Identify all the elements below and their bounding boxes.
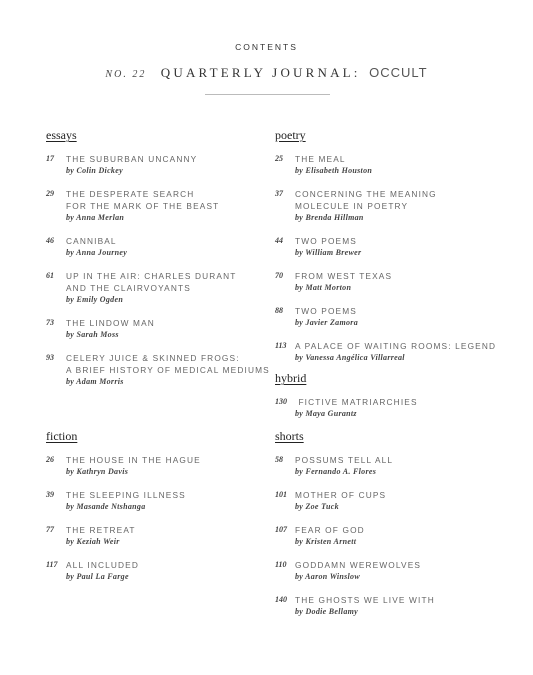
toc-entry[interactable] <box>275 396 505 420</box>
entry-title-block <box>295 396 418 408</box>
toc-entry-row <box>46 153 276 165</box>
entry-author: by Brenda Hillman <box>295 213 364 222</box>
entry-title-block <box>66 489 186 501</box>
page-number: 39 <box>46 490 54 499</box>
entry-title-block <box>66 524 136 536</box>
section-fiction <box>46 429 276 594</box>
toc-entry[interactable] <box>275 454 505 478</box>
contents-label: CONTENTS <box>235 42 298 52</box>
toc-entry-row <box>275 454 505 466</box>
toc-entry-row <box>46 454 276 466</box>
entry-title: AND THE CLAIRVOYANTS <box>66 283 191 293</box>
entry-title: THE GHOSTS WE LIVE WITH <box>295 595 435 605</box>
section-essays <box>46 128 276 399</box>
page-number: 46 <box>46 236 54 245</box>
toc-entry[interactable] <box>46 559 276 583</box>
page-number: 93 <box>46 353 54 362</box>
entry-title-block <box>66 153 197 165</box>
entry-title-block <box>295 270 392 282</box>
toc-entry[interactable] <box>46 489 276 513</box>
entry-title: FICTIVE MATRIARCHIES <box>295 397 418 407</box>
page-number: 110 <box>275 560 287 569</box>
entry-title: THE LINDOW MAN <box>66 318 155 328</box>
toc-entry[interactable] <box>46 454 276 478</box>
toc-entry[interactable] <box>275 524 505 548</box>
page-number: 44 <box>275 236 283 245</box>
entry-author: by Maya Gurantz <box>295 409 357 418</box>
entry-title-block <box>295 340 496 352</box>
toc-entry[interactable] <box>275 188 505 224</box>
page-number: 107 <box>275 525 287 534</box>
page-number: 26 <box>46 455 54 464</box>
toc-entry[interactable] <box>275 489 505 513</box>
entry-author: by Kristen Arnett <box>295 537 357 546</box>
section-heading: hybrid <box>275 371 307 385</box>
entry-title: MOTHER OF CUPS <box>295 490 387 500</box>
page-number: 101 <box>275 490 287 499</box>
entry-author: by Colin Dickey <box>66 166 123 175</box>
entry-author: by Anna Journey <box>66 248 128 257</box>
entry-title-block <box>295 153 346 165</box>
toc-entry[interactable] <box>275 270 505 294</box>
entry-author: by Javier Zamora <box>295 318 359 327</box>
toc-entry[interactable] <box>46 317 276 341</box>
journal-title-line <box>0 64 533 82</box>
toc-entry[interactable] <box>275 340 505 364</box>
entry-author: by Paul La Farge <box>66 572 129 581</box>
toc-entry-row <box>46 270 276 294</box>
entry-title: TWO POEMS <box>295 236 357 246</box>
entry-author: by Aaron Winslow <box>295 572 360 581</box>
section-shorts <box>275 429 505 629</box>
page-number: 17 <box>46 154 54 163</box>
page-number: 117 <box>46 560 58 569</box>
toc-entry-row <box>46 188 276 212</box>
entry-title-block <box>66 317 155 329</box>
toc-entry[interactable] <box>275 235 505 259</box>
entry-author: by Kathryn Davis <box>66 467 129 476</box>
entry-title-block <box>295 489 386 501</box>
page-number: 113 <box>275 341 287 350</box>
entry-title-block <box>295 524 365 536</box>
toc-entry-row <box>46 352 276 376</box>
entry-title: MOLECULE IN POETRY <box>295 201 409 211</box>
toc-entry[interactable] <box>46 188 276 224</box>
entry-title: THE SLEEPING ILLNESS <box>66 490 186 500</box>
section-heading: fiction <box>46 429 78 443</box>
toc-entry-row <box>275 396 505 408</box>
toc-entry[interactable] <box>46 352 276 388</box>
page-number: 58 <box>275 455 283 464</box>
entry-title: UP IN THE AIR: CHARLES DURANT <box>66 271 237 281</box>
entry-title: A PALACE OF WAITING ROOMS: LEGEND <box>295 341 497 351</box>
entry-title: GODDAMN WEREWOLVES <box>295 560 422 570</box>
page-number: 70 <box>275 271 283 280</box>
section-heading: poetry <box>275 128 306 142</box>
toc-entry-row <box>275 305 505 317</box>
toc-entry-row <box>275 153 505 165</box>
page-number: 61 <box>46 271 54 280</box>
entry-title: FEAR OF GOD <box>295 525 365 535</box>
entry-title-block <box>295 305 357 317</box>
entry-title-block <box>66 188 219 212</box>
toc-entry-row <box>275 188 505 212</box>
entry-title-block <box>66 352 270 376</box>
toc-entry[interactable] <box>275 594 505 618</box>
entry-title: THE MEAL <box>295 154 346 164</box>
toc-entry-row <box>275 559 505 571</box>
entry-author: by Elisabeth Houston <box>295 166 373 175</box>
toc-entry[interactable] <box>275 305 505 329</box>
entry-title: THE HOUSE IN THE HAGUE <box>66 455 201 465</box>
entry-title-block <box>295 235 357 247</box>
page-number: 73 <box>46 318 54 327</box>
toc-entry-row <box>46 524 276 536</box>
journal-name: QUARTERLY JOURNAL: <box>160 65 361 80</box>
page-number: 37 <box>275 189 283 198</box>
entry-title: CELERY JUICE & SKINNED FROGS: <box>66 353 240 363</box>
toc-entry[interactable] <box>46 153 276 177</box>
toc-entry-row <box>275 270 505 282</box>
toc-entry-row <box>46 489 276 501</box>
entry-author: by Keziah Weir <box>66 537 120 546</box>
toc-entry-row <box>46 317 276 329</box>
page-number: 140 <box>275 595 287 604</box>
page-number: 77 <box>46 525 54 534</box>
page-number: 25 <box>275 154 283 163</box>
entry-title-block <box>66 270 236 294</box>
entry-title-block <box>295 559 421 571</box>
toc-entry[interactable] <box>46 235 276 259</box>
entry-title: THE RETREAT <box>66 525 136 535</box>
toc-entry-row <box>275 524 505 536</box>
page-number: 29 <box>46 189 54 198</box>
entry-title-block <box>295 454 393 466</box>
entry-title: CONCERNING THE MEANING <box>295 189 437 199</box>
entry-author: by Emily Ogden <box>66 295 124 304</box>
toc-entry[interactable] <box>46 524 276 548</box>
toc-entry-row <box>275 340 505 352</box>
section-heading: shorts <box>275 429 304 443</box>
entry-title: THE DESPERATE SEARCH <box>66 189 195 199</box>
page-number: 88 <box>275 306 283 315</box>
toc-entry-row <box>275 235 505 247</box>
entry-author: by Matt Morton <box>295 283 352 292</box>
section-poetry <box>275 128 505 375</box>
section-hybrid <box>275 371 505 431</box>
entry-title: FROM WEST TEXAS <box>295 271 393 281</box>
toc-entry-row <box>46 559 276 571</box>
entry-title: ALL INCLUDED <box>66 560 139 570</box>
entry-title: TWO POEMS <box>295 306 357 316</box>
entry-title: THE SUBURBAN UNCANNY <box>66 154 198 164</box>
entry-title-block <box>66 235 117 247</box>
toc-entry[interactable] <box>275 153 505 177</box>
entry-author: by Dodie Bellamy <box>295 607 359 616</box>
entry-author: by Zoe Tuck <box>295 502 339 511</box>
toc-entry-row <box>275 594 505 606</box>
toc-entry[interactable] <box>46 270 276 306</box>
entry-author: by Adam Morris <box>66 377 124 386</box>
entry-title-block <box>295 188 437 212</box>
toc-entry[interactable] <box>275 559 505 583</box>
entry-title: FOR THE MARK OF THE BEAST <box>66 201 220 211</box>
toc-entry-row <box>46 235 276 247</box>
entry-author: by Masande Ntshanga <box>66 502 146 511</box>
toc-entry-row <box>275 489 505 501</box>
entry-title: A BRIEF HISTORY OF MEDICAL MEDIUMS <box>66 365 270 375</box>
entry-author: by Vanessa Angélica Villarreal <box>295 353 405 362</box>
section-heading: essays <box>46 128 77 142</box>
page-number: 130 <box>275 397 287 406</box>
entry-title-block <box>66 559 139 571</box>
entry-title: CANNIBAL <box>66 236 117 246</box>
entry-author: by Anna Merlan <box>66 213 125 222</box>
journal-theme: OCCULT <box>369 65 428 80</box>
entry-title-block <box>295 594 435 606</box>
entry-title: POSSUMS TELL ALL <box>295 455 394 465</box>
entry-author: by Sarah Moss <box>66 330 119 339</box>
issue-number: NO. 22 <box>105 69 147 80</box>
header-divider <box>205 94 330 95</box>
entry-author: by Fernando A. Flores <box>295 467 377 476</box>
entry-author: by William Brewer <box>295 248 362 257</box>
entry-title-block <box>66 454 201 466</box>
